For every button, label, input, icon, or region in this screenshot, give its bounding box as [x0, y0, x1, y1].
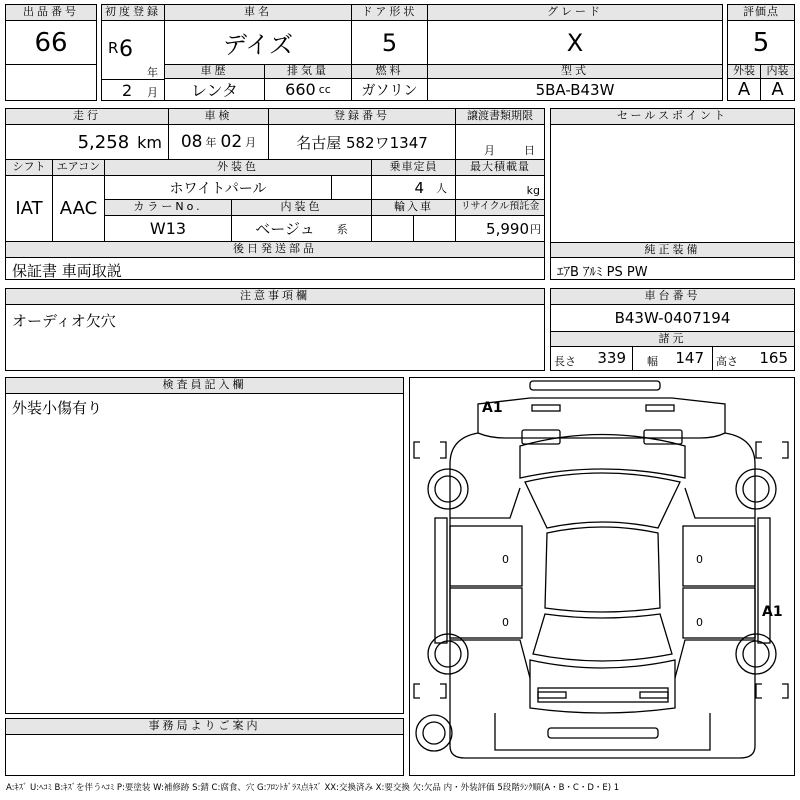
rear-lamp-left: [538, 692, 566, 698]
inspection-year-unit: 年: [205, 136, 217, 149]
interior-color-cell: [232, 216, 372, 242]
inspection-year: 08: [180, 132, 203, 152]
registration-label: 登録番号: [269, 109, 456, 125]
right-sill: [758, 518, 770, 643]
trunk: [530, 660, 675, 713]
displacement-label: 排気量: [265, 65, 352, 79]
rear-bumper: [538, 688, 668, 702]
recycle-label: リサイクル預託金: [456, 200, 544, 216]
color-label: 外装色: [105, 160, 372, 176]
shift-label: シフト: [6, 160, 53, 176]
left-rear-fender: [450, 640, 530, 678]
width-cell: [633, 347, 713, 370]
right-rear-door: [683, 588, 755, 638]
color-value: ホワイトパール: [105, 176, 332, 200]
height-label: 高さ: [716, 355, 738, 368]
inspection-cell: [169, 125, 269, 160]
door-label: ドア形状: [352, 5, 428, 21]
exterior-label: 外装: [728, 65, 761, 79]
year-unit: 年: [147, 66, 158, 79]
first-reg-month: 2: [122, 81, 133, 100]
month-unit: 月: [147, 86, 158, 99]
body-sides: [450, 433, 755, 758]
displacement-value: 660: [285, 80, 316, 99]
vehicle-header-grid: [101, 4, 723, 101]
color-no-value: W13: [105, 216, 232, 242]
color-no-label: カラーNo.: [105, 200, 232, 216]
rear-window: [533, 614, 672, 661]
transfer-month-unit: 月: [484, 144, 495, 157]
spare-wheel: [416, 715, 452, 751]
inspector-value: 外装小傷有り: [12, 399, 103, 417]
recycle-value: 5,990: [486, 219, 529, 238]
registration-value: 名古屋 582ワ1347: [269, 125, 456, 160]
later-parts-value: 保証書 車両取説: [12, 262, 122, 280]
grade-label: グレード: [428, 5, 722, 21]
interior-label: 内装: [761, 65, 794, 79]
mudflap-right: [756, 684, 762, 698]
lot-box: [5, 4, 97, 101]
load-cell: [456, 176, 544, 200]
era-prefix: R: [108, 39, 119, 57]
sales-label: セールスポイント: [551, 109, 794, 125]
transfer-cell: [456, 125, 544, 160]
color-extra-cell: [332, 176, 372, 200]
model-value: 5BA-B43W: [535, 80, 615, 99]
hood: [520, 435, 685, 479]
chassis-box: [550, 288, 795, 371]
headlight-left: [522, 430, 560, 444]
office-box: [5, 718, 404, 776]
right-front-fender: [685, 488, 755, 518]
equipment-label: 純正装備: [551, 242, 794, 258]
notes-box: [5, 288, 545, 371]
lot-label: 出品番号: [6, 5, 96, 21]
headlight-right: [644, 430, 682, 444]
recycle-cell: [456, 216, 544, 242]
body-outline: [478, 398, 725, 438]
car-diagram-box: [409, 377, 795, 776]
inspection-month: 02: [220, 132, 243, 152]
wheel-front-right: [736, 469, 776, 509]
front-bumper-inner-right: [646, 405, 674, 411]
first-reg-label: 初度登録: [102, 5, 165, 21]
notes-value: オーディオ欠穴: [12, 312, 116, 330]
load-label: 最大積載量: [456, 160, 544, 176]
mileage-unit: km: [137, 132, 162, 152]
right-front-door: [683, 526, 755, 586]
car-diagram: [410, 378, 794, 775]
score-box: [727, 4, 795, 101]
capacity-unit: 人: [436, 181, 447, 195]
rear-right-handle-mark: 0: [696, 616, 703, 629]
fuel-label: 燃料: [352, 65, 428, 79]
inspection-month-unit: 月: [245, 136, 257, 149]
name-value: デイズ: [165, 21, 352, 65]
inspector-label: 検査員記入欄: [6, 378, 403, 394]
grade-value: X: [428, 21, 722, 65]
length-label: 長さ: [554, 355, 576, 368]
mileage-value: 5,258: [77, 131, 130, 153]
first-reg-year-cell: [102, 21, 165, 79]
office-label: 事務局よりご案内: [6, 719, 403, 735]
left-rear-door: [450, 588, 522, 638]
interior-color-label: 内装色: [232, 200, 372, 216]
length-value: 339: [597, 349, 626, 367]
import-cell-a: [372, 216, 414, 242]
shift-value: IAT: [6, 176, 53, 242]
rear-bumper-bottom: [548, 728, 658, 738]
later-parts-label: 後日発送部品: [6, 242, 544, 258]
inspection-label: 車検: [169, 109, 269, 125]
wheel-rear-right: [736, 634, 776, 674]
ac-value: AAC: [53, 176, 105, 242]
rear-outline: [495, 713, 710, 750]
recycle-unit: 円: [530, 222, 541, 236]
front-bumper-outer: [530, 381, 660, 390]
windshield: [525, 473, 680, 528]
dimensions-label: 諸元: [551, 332, 794, 347]
capacity-cell: [372, 176, 456, 200]
rear-lamp-right: [640, 692, 668, 698]
ac-label: エアコン: [53, 160, 105, 176]
door-value: 5: [352, 21, 428, 65]
front-bumper-inner: [532, 405, 560, 411]
left-front-door: [450, 526, 522, 586]
exterior-value: A: [728, 79, 761, 100]
lot-value: 66: [6, 21, 96, 65]
width-value: 147: [675, 349, 704, 367]
load-unit: kg: [526, 184, 540, 197]
transfer-day-unit: 日: [524, 144, 535, 157]
interior-color-value: ベージュ: [255, 220, 315, 238]
height-value: 165: [759, 349, 788, 367]
sales-box: [550, 108, 795, 280]
damage-mark-front-left: A1: [482, 400, 503, 416]
width-label: 幅: [647, 355, 658, 368]
chassis-value: B43W-0407194: [551, 305, 794, 332]
interior-color-unit: 系: [336, 222, 348, 236]
history-label: 車歴: [165, 65, 265, 79]
import-cell-b: [414, 216, 456, 242]
detail-grid: [5, 108, 545, 280]
damage-mark-rear-right: A1: [762, 604, 783, 620]
left-sill: [435, 518, 447, 643]
height-cell: [713, 347, 794, 370]
rear-left-handle-mark: 0: [502, 616, 509, 629]
front-left-handle-mark: 0: [502, 553, 509, 566]
displacement-cell: [265, 79, 352, 100]
length-cell: [551, 347, 633, 370]
interior-value: A: [771, 79, 784, 100]
import-label: 輸入車: [372, 200, 456, 216]
first-reg-month-cell: [102, 79, 165, 100]
right-rear-fender: [675, 640, 755, 678]
equipment-value: ｴｱB ｱﾙﾐ PS PW: [557, 265, 648, 280]
chassis-label: 車台番号: [551, 289, 794, 305]
displacement-unit: cc: [318, 83, 331, 96]
wheel-rear-left: [428, 634, 468, 674]
capacity-label: 乗車定員: [372, 160, 456, 176]
mileage-cell: [6, 125, 169, 160]
front-right-handle-mark: 0: [696, 553, 703, 566]
mudflap-left: [414, 684, 420, 698]
model-label: 型式: [428, 65, 722, 79]
legend: A:ｷｽﾞ U:ﾍｺﾐ B:ｷｽﾞを伴うﾍｺﾐ P:要塗装 W:補修跡 S:錆 C:腐食、穴 G:ﾌﾛﾝﾄｶﾞﾗｽ点ｷｽﾞ XX:交換済み X:要交換 欠:欠品 内・外装評価 5段階ﾗﾝｸ順(A・B・C・D・E) 1: [6, 783, 620, 793]
name-label: 車名: [165, 5, 352, 21]
first-reg-year: 6: [119, 37, 133, 62]
fuel-value: ガソリン: [352, 79, 428, 100]
mirror-left: [414, 442, 420, 458]
notes-label: 注意事項欄: [6, 289, 544, 305]
score-label: 評価点: [728, 5, 794, 21]
mirror-right: [756, 442, 762, 458]
inspector-box: [5, 377, 404, 714]
roof: [545, 527, 660, 612]
history-value: レンタ: [165, 79, 265, 100]
mileage-label: 走行: [6, 109, 169, 125]
transfer-label: 譲渡書類期限: [456, 109, 544, 125]
score-value: 5: [728, 21, 794, 65]
later-parts-cell: [6, 258, 544, 279]
capacity-value: 4: [414, 178, 424, 197]
wheel-front-left: [428, 469, 468, 509]
